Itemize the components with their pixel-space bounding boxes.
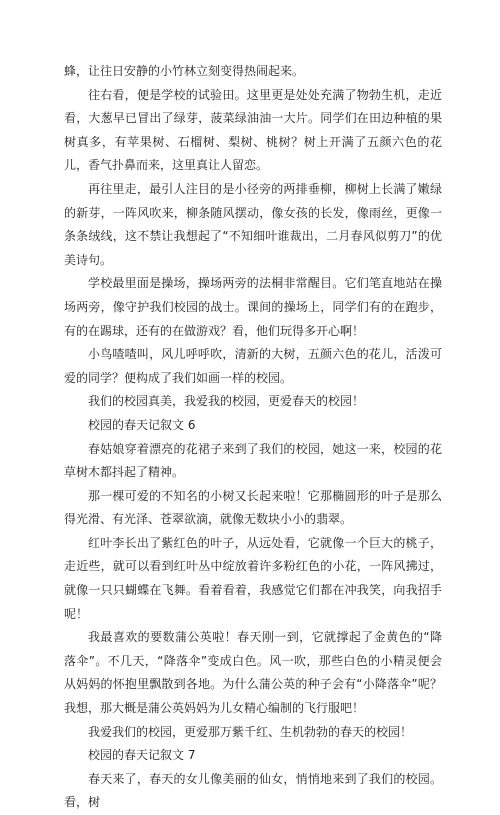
paragraph-love-campus: 我爱我们的校园，更爱那万紫千红、生机勃勃的春天的校园！ — [88, 724, 413, 739]
paragraph-dandelion: 我最喜欢的要数蒲公英啦！春天刚一到，它就撑起了金黄色的“降落伞”。不几天，“降落伞”变成白色。风一吹，那些白色的小精灵便会从妈妈的怀抱里飘散到各地。为什么蒲公英的种子会有“小降落伞”呢？我想，那大概是蒲公英妈妈为儿女精心编制的飞行服吧！ — [64, 630, 442, 716]
paragraph-playground: 学校最里面是操场，操场两旁的法桐非常醒目。它们笔直地站在操场两旁，像守护我们校园的战士。课间的操场上，同学们有的在跑步，有的在踢球，还有的在做游戏？看，他们玩得多开心啊！ — [64, 276, 442, 338]
paragraph-test-field: 往右看，便是学校的试验田。这里更是处处充满了物勃生机，走近看，大葱早已冒出了绿芽，菠菜绿油油一大片。同学们在田边种植的果树真多，有苹果树、石榴树、梨树、桃树？树上开满了五颜六色的花儿，香气扑鼻而来，这里真让人留恋。 — [64, 87, 442, 173]
paragraph-spring-arrives: 春天来了，春天的女儿像美丽的仙女，悄悄地来到了我们的校园。看，树 — [64, 771, 442, 810]
paragraph-continuation: 蜂，让往日安静的小竹林立刻变得热闹起来。 — [64, 64, 305, 78]
paragraph-small-tree: 那一棵可爱的不知名的小树又长起来啦！它那椭圆形的叶子是那么得光滑、有光泽、苍翠欲滴，就像无数块小小的翡翠。 — [64, 488, 442, 527]
essay-title-6: 校园的春天记叙文 6 — [88, 417, 196, 432]
paragraph-red-plum: 红叶李长出了紫红色的叶子，从远处看，它就像一个巨大的桃子，走近些，就可以看到红叶丛中绽放着许多粉红色的小花，一阵风拂过，就像一只只蝴蝶在飞舞。看着看着，我感觉它们都在冲我笑，向我招手呢！ — [64, 535, 442, 621]
paragraph-willows: 再往里走，最引人注目的是小径旁的两排垂柳，柳树上长满了嫩绿的新芽，一阵风吹来，柳条随风摆动，像女孩的长发，像雨丝，更像一条条绒线，这不禁让我想起了“不知细叶谁裁出，二月春风似剪刀”的优美诗句。 — [64, 181, 442, 267]
essay-title-7: 校园的春天记叙文 7 — [88, 748, 196, 763]
paragraph-spring-girl: 春姑娘穿着漂亮的花裙子来到了我们的校园，她这一来，校园的花草树木都抖起了精神。 — [64, 441, 442, 480]
paragraph-birds: 小鸟喳喳叫，风儿呼呼吹，清新的大树，五颜六色的花儿，活泼可爱的同学？便构成了我们如画一样的校园。 — [64, 347, 442, 385]
paragraph-conclusion: 我们的校园真美，我爱我的校园，更爱春天的校园！ — [88, 394, 365, 409]
